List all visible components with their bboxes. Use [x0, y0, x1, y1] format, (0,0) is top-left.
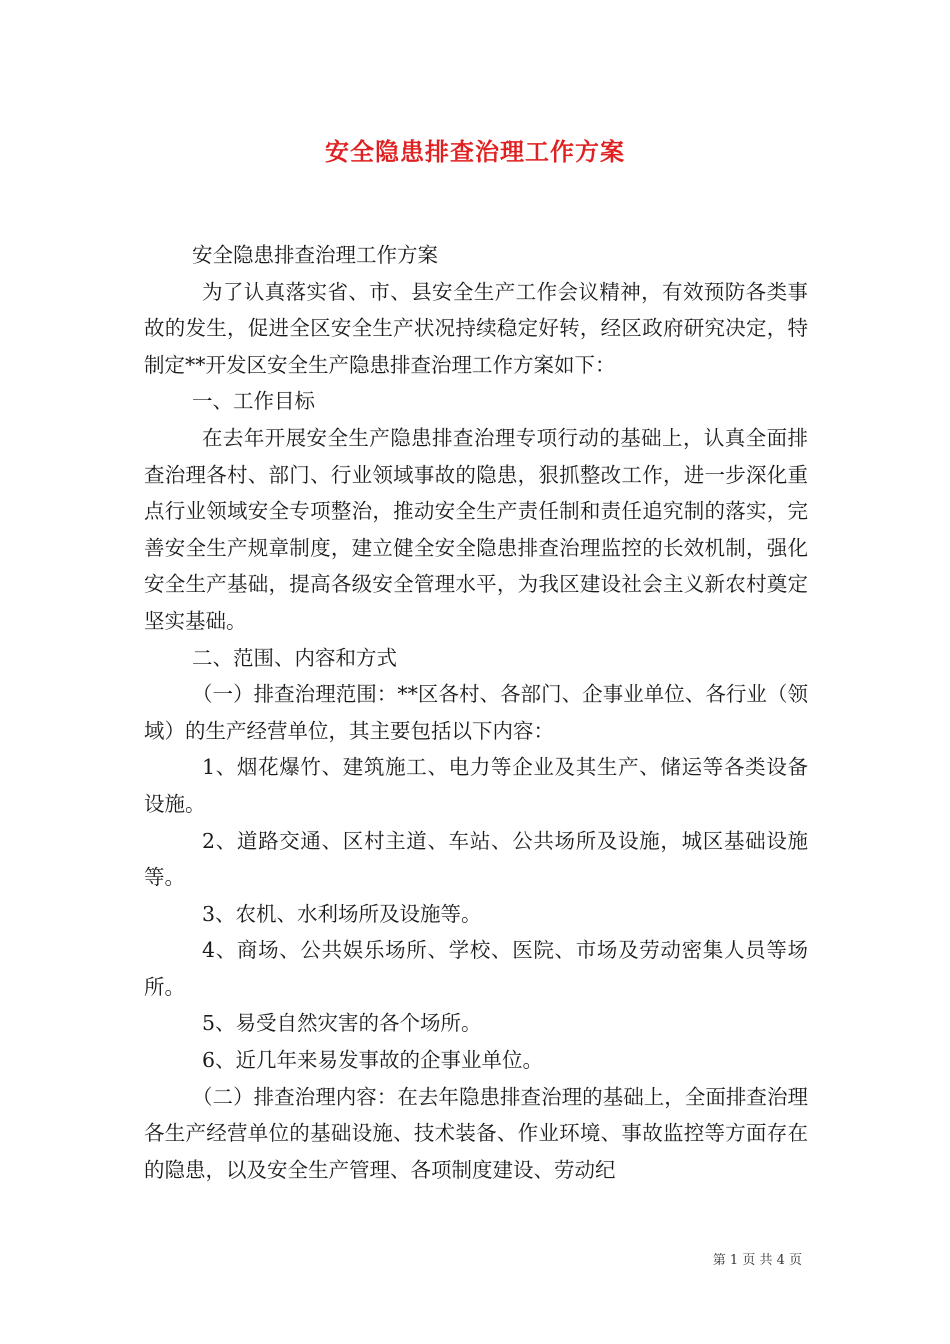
list-item: 6、近几年来易发事故的企事业单位。: [202, 1048, 544, 1073]
paragraph-goals: 在去年开展安全生产隐患排查治理专项行动的基础上，认真全面排查治理各村、部门、行业领域事故的隐患，狠抓整改工作，进一步深化重点行业领域安全专项整治，推动安全生产责任制和责任追究制的落实，完善安全生产规章制度，建立健全安全隐患排查治理监控的长效机制，强化安全生产基础，提高各级安全管理水平，为我区建设社会主义新农村奠定坚实基础。: [144, 425, 808, 633]
list-item: 2、道路交通、区村主道、车站、公共场所及设施，城区基础设施等。: [144, 828, 808, 890]
paragraph-subtitle: 安全隐患排查治理工作方案: [192, 243, 438, 267]
page-number: 第 1 页 共 4 页: [712, 1253, 802, 1268]
list-item: 4、商场、公共娱乐场所、学校、医院、市场及劳动密集人员等场所。: [144, 938, 808, 999]
document-title: 安全隐患排查治理工作方案: [325, 137, 625, 166]
list-item: 3、农机、水利场所及设施等。: [202, 901, 482, 926]
section-heading-goals: 一、工作目标: [192, 389, 315, 414]
paragraph-intro: 为了认真落实省、市、县安全生产工作会议精神，有效预防各类事故的发生，促进全区安全生产状况持续稳定好转，经区政府研究决定，特制定**开发区安全生产隐患排查治理工作方案如下：: [144, 279, 808, 377]
paragraph-scope: （一）排查治理范围：**区各村、各部门、企事业单位、各行业（领域）的生产经营单位，其主要包括以下内容：: [144, 682, 808, 743]
document-body: [144, 237, 808, 1188]
list-item: 5、易受自然灾害的各个场所。: [202, 1011, 482, 1036]
list-item: 1、烟花爆竹、建筑施工、电力等企业及其生产、储运等各类设备设施。: [144, 755, 808, 816]
paragraph-content: （二）排查治理内容：在去年隐患排查治理的基础上，全面排查治理各生产经营单位的基础设施、技术装备、作业环境、事故监控等方面存在的隐患，以及安全生产管理、各项制度建设、劳动纪: [144, 1084, 808, 1182]
section-heading-scope: 二、范围、内容和方式: [192, 645, 397, 670]
